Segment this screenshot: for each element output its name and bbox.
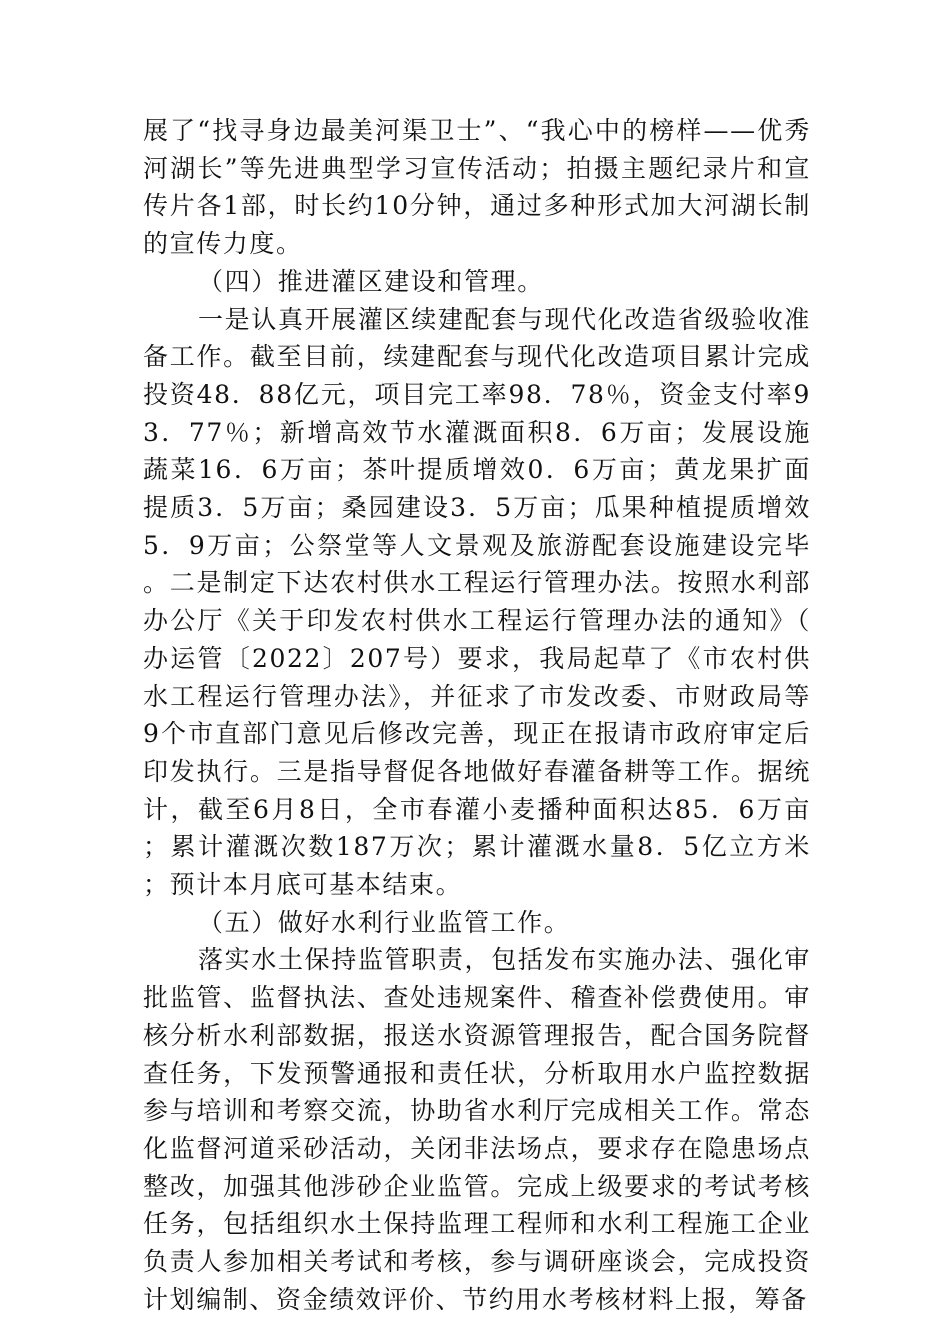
- paragraph-industry-supervision: 落实水土保持监管职责，包括发布实施办法、强化审批监管、监督执法、查处违规案件、稽查补偿费使用。审核分析水利部数据，报送水资源管理报告，配合国务院督查任务，下发预警通报和责任状，分析取用水户监控数据参与培训和考察交流，协助省水利厅完成相关工作。常态化监督河道采砂活动，关闭非法场点，要求存在隐患场点整改，加强其他涉砂企业监管。完成上级要求的考试考核任务，包括组织水土保持监理工程师和水利工程施工企业负责人参加相关考试和考核，参与调研座谈会，完成投资计划编制、资金绩效评价、节约用水考核材料上报，筹备: [143, 945, 811, 1314]
- section-heading-irrigation: （四）推进灌区建设和管理。: [198, 266, 544, 296]
- document-body: [143, 112, 811, 1319]
- paragraph-irrigation-construction: 一是认真开展灌区续建配套与现代化改造省级验收准备工作。截至目前，续建配套与现代化改造项目累计完成投资48．88亿元，项目完工率98．78％，资金支付率93．77％；新增高效节水灌溉面积8．6万亩；发展设施蔬菜16．6万亩；茶叶提质增效0．6万亩；黄龙果扩面提质3．5万亩；桑园建设3．5万亩；瓜果种植提质增效5．9万亩；公祭堂等人文景观及旅游配套设施建设完毕。二是制定下达农村供水工程运行管理办法。按照水利部办公厅《关于印发农村供水工程运行管理办法的通知》（办运管〔2022〕207号）要求，我局起草了《市农村供水工程运行管理办法》，并征求了市发改委、市财政局等9个市直部门意见后修改完善，现正在报请市政府审定后印发执行。三是指导督促各地做好春灌备耕等工作。据统计，截至6月8日，全市春灌小麦播种面积达85．6万亩；累计灌溉次数187万次；累计灌溉水量8．5亿立方米；预计本月底可基本结束。: [143, 304, 811, 900]
- section-heading-supervision: （五）做好水利行业监管工作。: [198, 907, 571, 937]
- paragraph-river-chief-publicity: 展了“找寻身边最美河渠卫士”、“我心中的榜样——优秀河湖长”等先进典型学习宣传活动；拍摄主题纪录片和宣传片各1部，时长约10分钟，通过多种形式加大河湖长制的宣传力度。: [143, 116, 811, 259]
